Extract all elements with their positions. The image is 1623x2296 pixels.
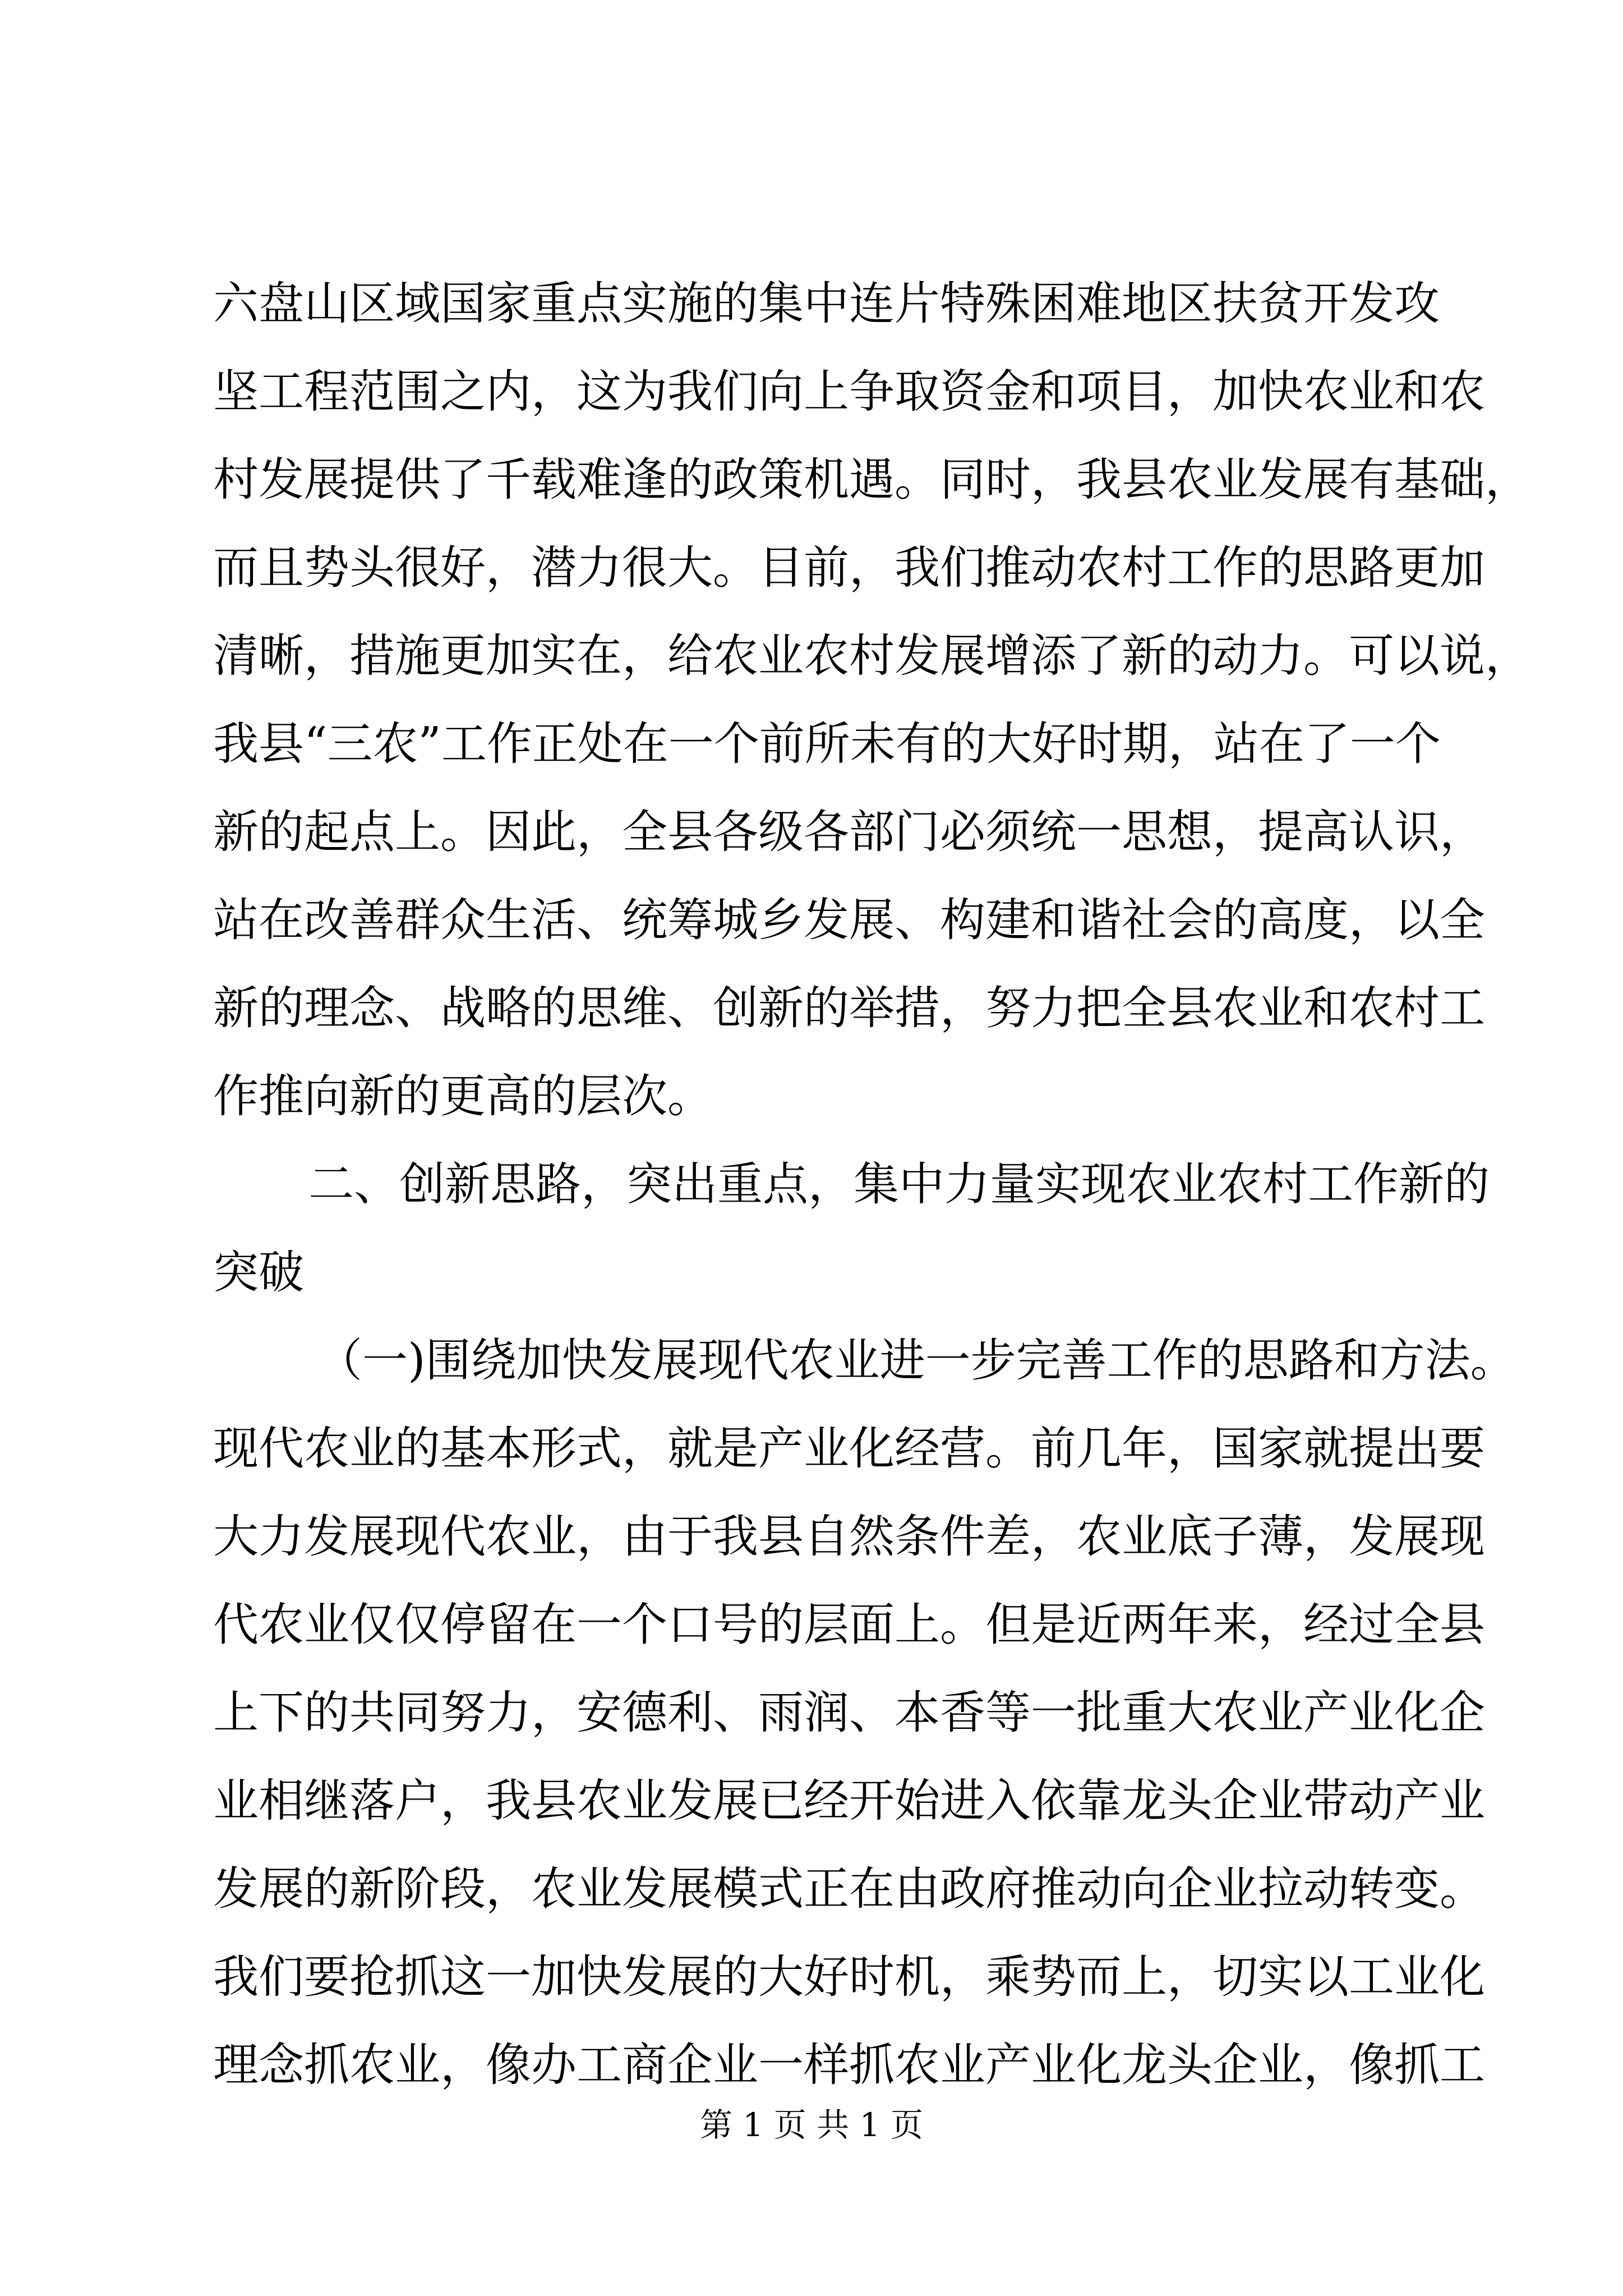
subsection-heading: （一)围绕加快发展现代农业进一步完善工作的思路和方法。: [317, 1335, 1516, 1387]
text-line: 业相继落户，我县农业发展已经开始进入依靠龙头企业带动产业: [213, 1775, 1486, 1828]
text-line: 坚工程范围之内，这为我们向上争取资金和项目，加快农业和农: [213, 366, 1486, 418]
text-line: 而且势头很好，潜力很大。目前，我们推动农村工作的思路更加: [213, 542, 1486, 595]
text-line: 六盘山区域国家重点实施的集中连片特殊困难地区扶贫开发攻: [213, 278, 1440, 330]
page-number-footer: 第 1 页 共 1 页: [700, 2106, 923, 2144]
body-text: [213, 260, 1531, 2110]
text-line: 新的理念、战略的思维、创新的举措，努力把全县农业和农村工: [213, 982, 1486, 1035]
text-line: 上下的共同努力，安德利、雨润、本香等一批重大农业产业化企: [213, 1687, 1486, 1740]
text-line: 作推向新的更高的层次。: [213, 1070, 713, 1123]
text-line: 理念抓农业，像办工商企业一样抓农业产业化龙头企业，像抓工: [213, 2039, 1486, 2092]
text-line: 大力发展现代农业，由于我县自然条件差，农业底子薄，发展现: [213, 1511, 1486, 1563]
text-line: 发展的新阶段，农业发展模式正在由政府推动向企业拉动转变。: [213, 1863, 1486, 1916]
text-line: 代农业仅仅停留在一个口号的层面上。但是近两年来，经过全县: [213, 1599, 1486, 1651]
section-heading: 二、创新思路，突出重点，集中力量实现农业农村工作新的: [308, 1158, 1490, 1211]
text-line: 村发展提供了千载难逢的政策机遇。同时，我县农业发展有基础，: [213, 454, 1531, 507]
text-line: 清晰，措施更加实在，给农业农村发展增添了新的动力。可以说，: [213, 630, 1531, 683]
text-line: 我们要抢抓这一加快发展的大好时机，乘势而上，切实以工业化: [213, 1951, 1486, 2004]
section-heading-cont: 突破: [213, 1246, 305, 1299]
text-line: 我县“三农”工作正处在一个前所未有的大好时期，站在了一个: [213, 718, 1441, 771]
text-line: 新的起点上。因此，全县各级各部门必须统一思想，提高认识，: [213, 806, 1486, 859]
text-line: 站在改善群众生活、统筹城乡发展、构建和谐社会的高度，以全: [213, 894, 1486, 947]
text-line: 现代农业的基本形式，就是产业化经营。前几年，国家就提出要: [213, 1423, 1486, 1475]
